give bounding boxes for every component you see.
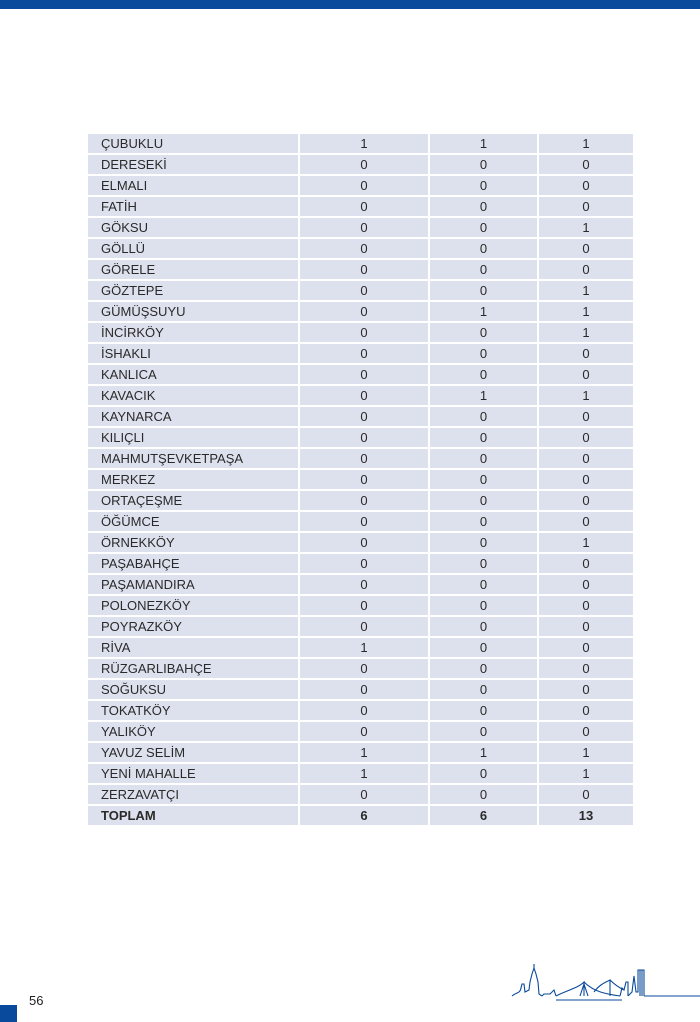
row-value-2: 0 [429, 448, 538, 469]
row-name: TOKATKÖY [88, 700, 299, 721]
table-row [88, 280, 634, 301]
row-name: PAŞAMANDIRA [88, 574, 299, 595]
row-value-3: 0 [538, 553, 634, 574]
row-name: ÖRNEKKÖY [88, 532, 299, 553]
table-row [88, 763, 634, 784]
row-name: GÖRELE [88, 259, 299, 280]
row-value-1: 0 [299, 553, 429, 574]
row-value-3: 0 [538, 595, 634, 616]
row-value-3: 1 [538, 322, 634, 343]
row-name: SOĞUKSU [88, 679, 299, 700]
row-name: KAYNARCA [88, 406, 299, 427]
row-value-1: 0 [299, 238, 429, 259]
table-row [88, 637, 634, 658]
row-name: MERKEZ [88, 469, 299, 490]
table-row [88, 364, 634, 385]
row-value-1: 0 [299, 532, 429, 553]
row-value-3: 0 [538, 196, 634, 217]
row-value-2: 0 [429, 511, 538, 532]
row-value-1: 0 [299, 259, 429, 280]
row-value-2: 0 [429, 700, 538, 721]
row-value-1: 0 [299, 658, 429, 679]
table-row [88, 322, 634, 343]
row-value-3: 0 [538, 469, 634, 490]
row-name: GÜMÜŞSUYU [88, 301, 299, 322]
table-row [88, 238, 634, 259]
row-value-3: 1 [538, 385, 634, 406]
row-value-1: 1 [299, 134, 429, 154]
row-value-3: 0 [538, 238, 634, 259]
row-value-1: 1 [299, 637, 429, 658]
table-row [88, 658, 634, 679]
row-name: ELMALI [88, 175, 299, 196]
row-value-2: 0 [429, 553, 538, 574]
row-value-1: 0 [299, 700, 429, 721]
row-value-1: 1 [299, 763, 429, 784]
row-value-1: 0 [299, 385, 429, 406]
table-body [88, 134, 634, 826]
row-value-3: 0 [538, 154, 634, 175]
corner-mark [0, 1005, 17, 1022]
table-row [88, 175, 634, 196]
row-name: RİVA [88, 637, 299, 658]
table-row [88, 259, 634, 280]
table-row [88, 490, 634, 511]
row-name: GÖKSU [88, 217, 299, 238]
row-value-2: 0 [429, 637, 538, 658]
page-number: 56 [29, 993, 44, 1008]
row-name: GÖZTEPE [88, 280, 299, 301]
row-value-2: 0 [429, 721, 538, 742]
row-value-2: 1 [429, 742, 538, 763]
row-value-2: 0 [429, 658, 538, 679]
row-value-2: 0 [429, 532, 538, 553]
row-value-2: 0 [429, 238, 538, 259]
row-value-1: 0 [299, 175, 429, 196]
row-value-3: 1 [538, 280, 634, 301]
row-name: YALIKÖY [88, 721, 299, 742]
row-name: GÖLLÜ [88, 238, 299, 259]
row-value-2: 0 [429, 154, 538, 175]
total-value-3: 13 [538, 805, 634, 826]
row-value-2: 0 [429, 469, 538, 490]
row-value-3: 0 [538, 511, 634, 532]
row-name: İSHAKLI [88, 343, 299, 364]
table-row [88, 385, 634, 406]
row-value-2: 0 [429, 406, 538, 427]
table-row [88, 343, 634, 364]
row-value-3: 0 [538, 448, 634, 469]
table-total-row [88, 805, 634, 826]
row-value-2: 0 [429, 322, 538, 343]
table-row [88, 301, 634, 322]
row-value-3: 0 [538, 175, 634, 196]
row-name: KANLICA [88, 364, 299, 385]
row-value-3: 1 [538, 742, 634, 763]
row-value-3: 0 [538, 637, 634, 658]
row-name: ÖĞÜMCE [88, 511, 299, 532]
row-value-1: 0 [299, 154, 429, 175]
table-row [88, 406, 634, 427]
row-value-1: 0 [299, 448, 429, 469]
city-skyline-bridge-icon [510, 962, 700, 1010]
table-row [88, 679, 634, 700]
row-value-2: 1 [429, 301, 538, 322]
row-value-3: 0 [538, 658, 634, 679]
table-row [88, 700, 634, 721]
table-row [88, 154, 634, 175]
row-name: DERESEKİ [88, 154, 299, 175]
row-value-2: 0 [429, 343, 538, 364]
row-value-2: 0 [429, 175, 538, 196]
row-value-1: 0 [299, 196, 429, 217]
row-name: FATİH [88, 196, 299, 217]
row-value-2: 0 [429, 427, 538, 448]
row-value-1: 0 [299, 364, 429, 385]
row-name: POYRAZKÖY [88, 616, 299, 637]
row-value-3: 1 [538, 134, 634, 154]
row-value-1: 0 [299, 490, 429, 511]
row-value-1: 1 [299, 742, 429, 763]
table-row [88, 616, 634, 637]
row-value-2: 0 [429, 784, 538, 805]
row-name: RÜZGARLIBAHÇE [88, 658, 299, 679]
row-value-1: 0 [299, 511, 429, 532]
table-row [88, 553, 634, 574]
row-name: YAVUZ SELİM [88, 742, 299, 763]
row-value-1: 0 [299, 343, 429, 364]
row-value-2: 0 [429, 280, 538, 301]
row-value-2: 0 [429, 595, 538, 616]
row-value-3: 1 [538, 217, 634, 238]
row-value-1: 0 [299, 427, 429, 448]
row-value-3: 0 [538, 343, 634, 364]
row-value-2: 0 [429, 574, 538, 595]
row-value-1: 0 [299, 469, 429, 490]
row-value-2: 0 [429, 763, 538, 784]
row-value-3: 0 [538, 679, 634, 700]
row-name: YENİ MAHALLE [88, 763, 299, 784]
table-row [88, 721, 634, 742]
row-value-1: 0 [299, 616, 429, 637]
row-value-3: 0 [538, 784, 634, 805]
row-value-3: 0 [538, 364, 634, 385]
table-row [88, 196, 634, 217]
row-name: KILIÇLI [88, 427, 299, 448]
row-value-3: 0 [538, 721, 634, 742]
table-row [88, 217, 634, 238]
table-row [88, 448, 634, 469]
row-value-3: 0 [538, 490, 634, 511]
row-value-3: 0 [538, 616, 634, 637]
row-value-1: 0 [299, 406, 429, 427]
table-row [88, 595, 634, 616]
table-row [88, 134, 634, 154]
table-row [88, 511, 634, 532]
row-name: POLONEZKÖY [88, 595, 299, 616]
table-row [88, 574, 634, 595]
table-row [88, 469, 634, 490]
row-name: PAŞABAHÇE [88, 553, 299, 574]
row-value-2: 0 [429, 259, 538, 280]
row-value-3: 0 [538, 427, 634, 448]
header-bar [0, 0, 700, 9]
row-name: ZERZAVATÇI [88, 784, 299, 805]
total-value-2: 6 [429, 805, 538, 826]
table-row [88, 784, 634, 805]
table-row [88, 532, 634, 553]
row-value-1: 0 [299, 280, 429, 301]
row-value-3: 1 [538, 763, 634, 784]
row-value-3: 1 [538, 301, 634, 322]
row-name: ORTAÇEŞME [88, 490, 299, 511]
row-value-1: 0 [299, 217, 429, 238]
row-value-3: 0 [538, 574, 634, 595]
table-row [88, 427, 634, 448]
row-value-1: 0 [299, 679, 429, 700]
row-name: ÇUBUKLU [88, 134, 299, 154]
row-value-3: 0 [538, 700, 634, 721]
row-value-3: 1 [538, 532, 634, 553]
row-value-2: 1 [429, 134, 538, 154]
row-value-1: 0 [299, 784, 429, 805]
row-name: KAVACIK [88, 385, 299, 406]
row-value-2: 1 [429, 385, 538, 406]
row-value-1: 0 [299, 322, 429, 343]
row-value-2: 0 [429, 490, 538, 511]
row-name: MAHMUTŞEVKETPAŞA [88, 448, 299, 469]
row-value-1: 0 [299, 301, 429, 322]
table-row [88, 742, 634, 763]
neighborhood-table [88, 134, 635, 827]
row-value-3: 0 [538, 406, 634, 427]
row-value-2: 0 [429, 217, 538, 238]
row-value-2: 0 [429, 679, 538, 700]
row-value-2: 0 [429, 196, 538, 217]
total-value-1: 6 [299, 805, 429, 826]
row-value-2: 0 [429, 364, 538, 385]
row-value-1: 0 [299, 721, 429, 742]
row-value-1: 0 [299, 595, 429, 616]
row-name: İNCİRKÖY [88, 322, 299, 343]
row-value-2: 0 [429, 616, 538, 637]
row-value-1: 0 [299, 574, 429, 595]
total-name: TOPLAM [88, 805, 299, 826]
row-value-3: 0 [538, 259, 634, 280]
